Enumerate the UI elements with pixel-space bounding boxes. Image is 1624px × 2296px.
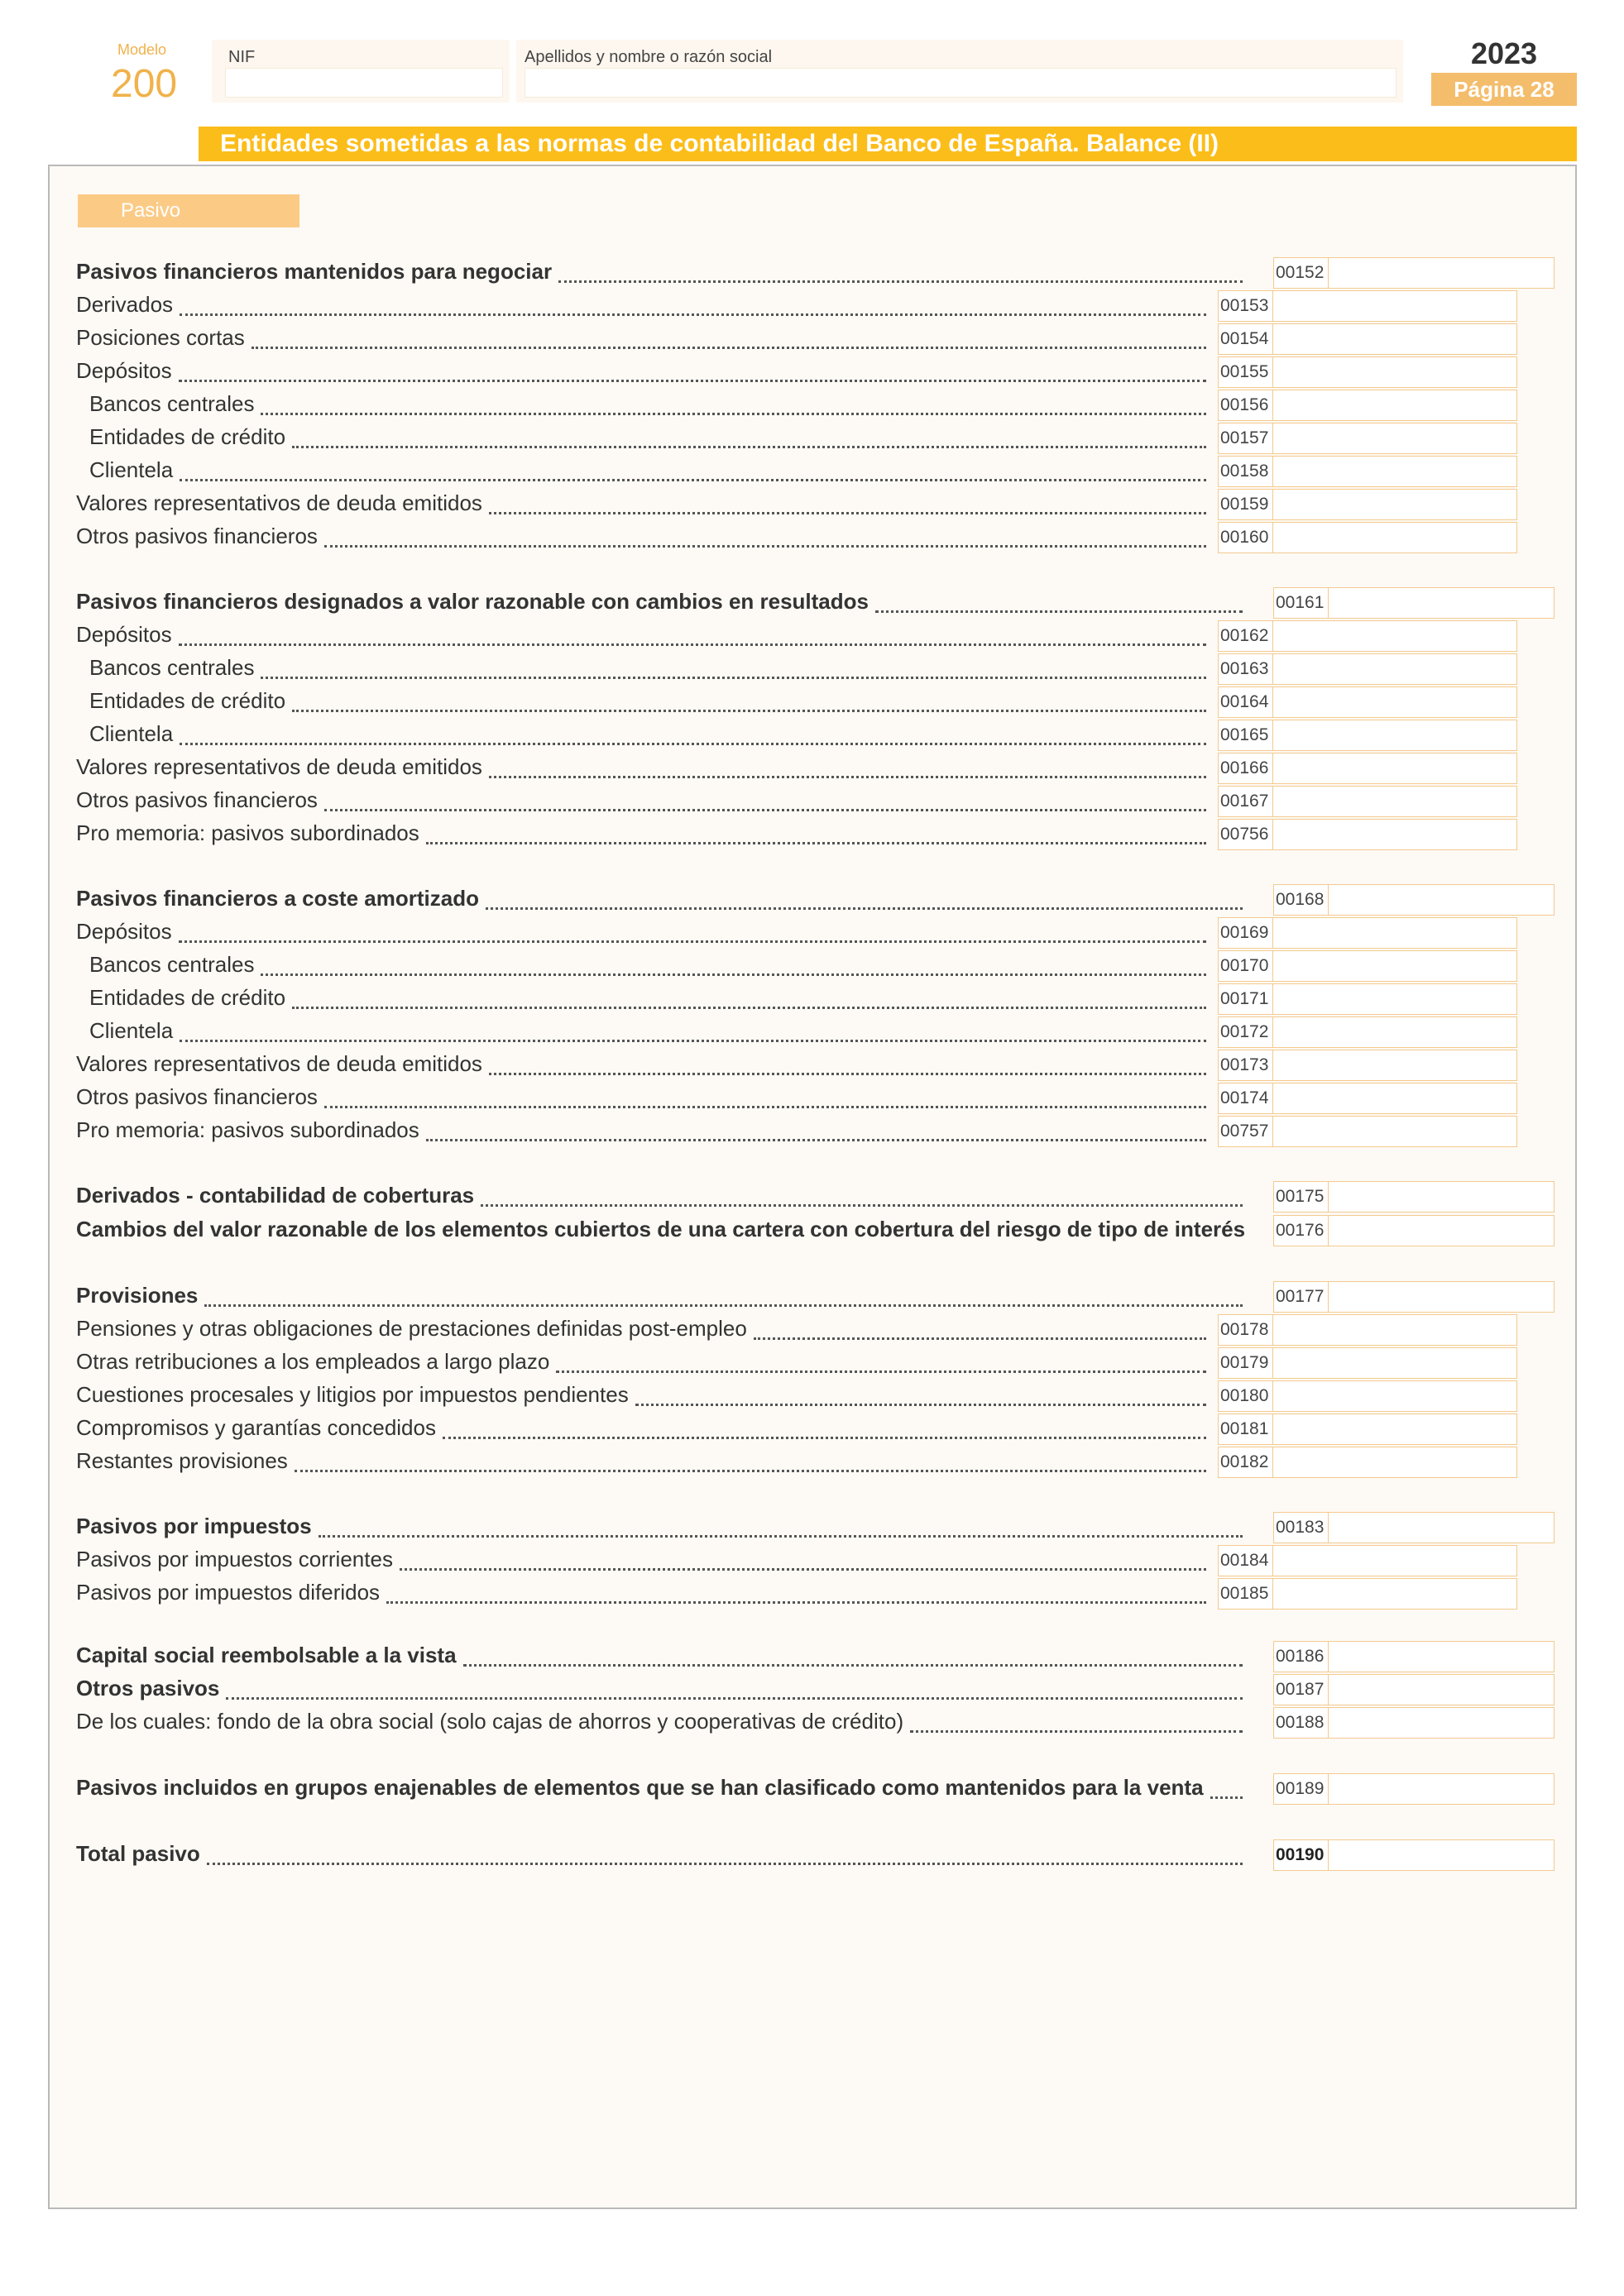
row-label-00165: Clientela	[89, 721, 174, 746]
field-code: 00158	[1219, 457, 1273, 486]
field-code: 00154	[1219, 324, 1273, 354]
amount-field-00158[interactable]	[1218, 456, 1517, 487]
dot-leader	[261, 675, 1206, 679]
field-value[interactable]	[1329, 1774, 1554, 1804]
dot-leader	[324, 543, 1206, 548]
row-label-00154: Posiciones cortas	[76, 325, 245, 350]
field-code: 00170	[1219, 951, 1273, 981]
field-code: 00756	[1219, 820, 1273, 849]
field-code: 00177	[1274, 1282, 1329, 1312]
row-label-00183: Pasivos por impuestos	[76, 1514, 312, 1538]
row-label-00159: Valores representativos de deuda emitidos	[76, 490, 482, 515]
row-label-00169: Depósitos	[76, 919, 172, 944]
amount-field-00163[interactable]	[1218, 653, 1517, 685]
amount-field-00160[interactable]	[1218, 522, 1517, 553]
row-label-00180: Cuestiones procesales y litigios por impuestos pendientes	[76, 1382, 629, 1407]
field-value[interactable]	[1329, 1513, 1554, 1543]
amount-field-00169[interactable]	[1218, 917, 1517, 949]
amount-field-00156[interactable]	[1218, 390, 1517, 421]
field-code: 00187	[1274, 1675, 1329, 1705]
dot-leader	[319, 1533, 1243, 1538]
dot-leader	[386, 1600, 1206, 1604]
amount-field-00756[interactable]	[1218, 819, 1517, 850]
pasivo-tab: Pasivo	[78, 194, 299, 227]
field-value[interactable]	[1273, 918, 1516, 948]
amount-field-00172[interactable]	[1218, 1016, 1517, 1048]
field-value[interactable]	[1273, 621, 1516, 651]
dot-leader	[489, 510, 1206, 514]
field-code: 00186	[1274, 1642, 1329, 1672]
amount-field-00166[interactable]	[1218, 753, 1517, 784]
row-label-00177: Provisiones	[76, 1283, 199, 1308]
amount-field-00187[interactable]	[1273, 1674, 1555, 1705]
row-label-00163: Bancos centrales	[89, 655, 255, 680]
dot-leader	[204, 1303, 1243, 1307]
field-value[interactable]	[1273, 787, 1516, 816]
dot-leader	[180, 741, 1206, 745]
row-label-00161: Pasivos financieros designados a valor razonable con cambios en resultados	[76, 589, 869, 614]
amount-field-00174[interactable]	[1218, 1083, 1517, 1114]
row-label-00176: Cambios del valor razonable de los elementos cubiertos de una cartera con cobertura del riesgo de tipo de interés	[76, 1217, 1246, 1241]
amount-field-00181[interactable]	[1218, 1413, 1517, 1445]
amount-field-00168[interactable]	[1273, 884, 1555, 916]
amount-field-00175[interactable]	[1273, 1181, 1555, 1213]
field-code: 00189	[1274, 1774, 1329, 1804]
amount-field-00152[interactable]	[1273, 257, 1555, 289]
field-code: 00165	[1219, 720, 1273, 750]
field-value[interactable]	[1273, 720, 1516, 750]
row-label-00152: Pasivos financieros mantenidos para negociar	[76, 259, 553, 284]
dot-leader	[426, 1137, 1206, 1141]
field-value[interactable]	[1273, 687, 1516, 717]
amount-field-00183[interactable]	[1273, 1512, 1555, 1543]
amount-field-00155[interactable]	[1218, 356, 1517, 388]
row-label-00172: Clientela	[89, 1018, 174, 1043]
field-code: 00164	[1219, 687, 1273, 717]
row-label-00162: Depósitos	[76, 622, 172, 647]
dot-leader	[324, 1104, 1206, 1108]
field-value[interactable]	[1273, 1381, 1516, 1411]
row-label-00188: De los cuales: fondo de la obra social (solo cajas de ahorros y cooperativas de crédito)	[76, 1709, 904, 1734]
row-label-00167: Otros pasivos financieros	[76, 787, 318, 812]
dot-leader	[292, 708, 1206, 712]
field-code: 00160	[1219, 523, 1273, 552]
nif-input[interactable]	[225, 68, 503, 98]
row-label-00174: Otros pasivos financieros	[76, 1084, 318, 1109]
dot-leader	[443, 1435, 1206, 1439]
amount-field-00161[interactable]	[1273, 587, 1555, 619]
field-value[interactable]	[1273, 984, 1516, 1014]
amount-field-00171[interactable]	[1218, 983, 1517, 1015]
dot-leader	[463, 1662, 1243, 1667]
field-value[interactable]	[1329, 1675, 1554, 1705]
dot-leader	[179, 642, 1206, 646]
amount-field-00757[interactable]	[1218, 1116, 1517, 1147]
field-value[interactable]	[1273, 1083, 1516, 1113]
modelo-number: 200	[111, 62, 178, 106]
field-value[interactable]	[1273, 1017, 1516, 1047]
dot-leader	[180, 477, 1206, 481]
row-label-00156: Bancos centrales	[89, 391, 255, 416]
page-number: Página 28	[1431, 73, 1577, 106]
dot-leader	[910, 1729, 1243, 1733]
field-code: 00162	[1219, 621, 1273, 651]
amount-field-00173[interactable]	[1218, 1050, 1517, 1081]
field-code: 00159	[1219, 490, 1273, 519]
amount-field-00159[interactable]	[1218, 489, 1517, 520]
field-code: 00152	[1274, 258, 1329, 288]
field-code: 00757	[1219, 1117, 1273, 1146]
amount-field-00157[interactable]	[1218, 423, 1517, 454]
row-label-00757: Pro memoria: pasivos subordinados	[76, 1117, 419, 1142]
row-label-00178: Pensiones y otras obligaciones de prestaciones definidas post-empleo	[76, 1316, 747, 1341]
dot-leader	[754, 1336, 1206, 1340]
field-code: 00190	[1274, 1840, 1329, 1870]
name-label: Apellidos y nombre o razón social	[525, 48, 773, 66]
row-label-00153: Derivados	[76, 292, 174, 317]
dot-leader	[1210, 1795, 1243, 1799]
dot-leader	[558, 279, 1243, 283]
dot-leader	[426, 840, 1206, 844]
amount-field-00164[interactable]	[1218, 686, 1517, 718]
amount-field-00189[interactable]	[1273, 1773, 1555, 1805]
amount-field-00186[interactable]	[1273, 1641, 1555, 1672]
field-code: 00163	[1219, 654, 1273, 684]
field-code: 00182	[1219, 1447, 1273, 1477]
dot-leader	[295, 1468, 1206, 1472]
row-label-00170: Bancos centrales	[89, 952, 255, 977]
field-value[interactable]	[1273, 753, 1516, 783]
field-code: 00174	[1219, 1083, 1273, 1113]
field-value[interactable]	[1329, 258, 1554, 288]
field-code: 00168	[1274, 885, 1329, 915]
amount-field-00179[interactable]	[1218, 1347, 1517, 1379]
amount-field-00153[interactable]	[1218, 290, 1517, 322]
row-label-00168: Pasivos financieros a coste amortizado	[76, 886, 479, 911]
field-code: 00180	[1219, 1381, 1273, 1411]
field-code: 00153	[1219, 291, 1273, 321]
field-value[interactable]	[1273, 951, 1516, 981]
year: 2023	[1470, 36, 1538, 70]
field-value[interactable]	[1329, 885, 1554, 915]
amount-field-00154[interactable]	[1218, 323, 1517, 355]
dot-leader	[875, 609, 1243, 613]
field-value[interactable]	[1273, 1050, 1516, 1080]
field-code: 00172	[1219, 1017, 1273, 1047]
modelo-label: Modelo	[117, 41, 167, 58]
row-label-00160: Otros pasivos financieros	[76, 524, 318, 548]
dot-leader	[556, 1369, 1206, 1373]
field-value[interactable]	[1273, 1579, 1516, 1609]
field-value[interactable]	[1329, 1642, 1554, 1672]
amount-field-00178[interactable]	[1218, 1314, 1517, 1346]
field-code: 00167	[1219, 787, 1273, 816]
field-value[interactable]	[1273, 1315, 1516, 1345]
dot-leader	[261, 972, 1206, 976]
field-value[interactable]	[1329, 1282, 1554, 1312]
dot-leader	[180, 1038, 1206, 1042]
amount-field-00177[interactable]	[1273, 1281, 1555, 1313]
field-value[interactable]	[1273, 357, 1516, 387]
field-value[interactable]	[1329, 1840, 1554, 1870]
row-label-00155: Depósitos	[76, 358, 172, 383]
dot-leader	[252, 345, 1206, 349]
field-code: 00169	[1219, 918, 1273, 948]
field-code: 00185	[1219, 1579, 1273, 1609]
dot-leader	[226, 1696, 1243, 1700]
field-code: 00188	[1274, 1708, 1329, 1738]
field-value[interactable]	[1273, 1348, 1516, 1378]
field-code: 00183	[1274, 1513, 1329, 1543]
row-label-00187: Otros pasivos	[76, 1676, 220, 1700]
dot-leader	[261, 411, 1206, 415]
field-value[interactable]	[1273, 423, 1516, 453]
section-banner: Entidades sometidas a las normas de contabilidad del Banco de España. Balance (II)	[199, 127, 1577, 161]
dot-leader	[481, 1203, 1243, 1207]
row-label-00756: Pro memoria: pasivos subordinados	[76, 820, 419, 845]
field-value[interactable]	[1329, 1708, 1554, 1738]
field-value[interactable]	[1273, 654, 1516, 684]
name-input[interactable]	[525, 68, 1396, 98]
amount-field-00184[interactable]	[1218, 1545, 1517, 1576]
row-label-00175: Derivados - contabilidad de coberturas	[76, 1183, 475, 1208]
field-code: 00178	[1219, 1315, 1273, 1345]
amount-field-00176[interactable]	[1273, 1215, 1555, 1246]
field-value[interactable]	[1329, 1182, 1554, 1212]
row-label-00157: Entidades de crédito	[89, 424, 286, 449]
amount-field-00188[interactable]	[1273, 1707, 1555, 1739]
field-value[interactable]	[1273, 820, 1516, 849]
field-value[interactable]	[1273, 291, 1516, 321]
row-label-00158: Clientela	[89, 457, 174, 482]
field-code: 00181	[1219, 1414, 1273, 1444]
field-code: 00184	[1219, 1546, 1273, 1576]
row-label-00190: Total pasivo	[76, 1841, 200, 1866]
nif-label: NIF	[228, 48, 256, 66]
dot-leader	[489, 774, 1206, 778]
dot-leader	[179, 939, 1206, 943]
amount-field-00190[interactable]	[1273, 1839, 1555, 1871]
field-value[interactable]	[1273, 457, 1516, 486]
row-label-00184: Pasivos por impuestos corrientes	[76, 1547, 393, 1571]
row-label-00164: Entidades de crédito	[89, 688, 286, 713]
row-label-00173: Valores representativos de deuda emitidos	[76, 1051, 482, 1076]
field-code: 00171	[1219, 984, 1273, 1014]
row-label-00189: Pasivos incluidos en grupos enajenables de elementos que se han clasificado como mantenidos para la venta	[76, 1775, 1204, 1800]
row-label-00166: Valores representativos de deuda emitidos	[76, 754, 482, 779]
dot-leader	[292, 1005, 1206, 1009]
field-value[interactable]	[1273, 523, 1516, 552]
field-value[interactable]	[1273, 390, 1516, 420]
field-code: 00179	[1219, 1348, 1273, 1378]
field-code: 00166	[1219, 753, 1273, 783]
row-label-00182: Restantes provisiones	[76, 1448, 288, 1473]
amount-field-00162[interactable]	[1218, 620, 1517, 652]
dot-leader	[179, 378, 1206, 382]
field-code: 00156	[1219, 390, 1273, 420]
amount-field-00180[interactable]	[1218, 1380, 1517, 1412]
dot-leader	[207, 1861, 1243, 1865]
dot-leader	[486, 906, 1243, 910]
field-code: 00173	[1219, 1050, 1273, 1080]
field-value[interactable]	[1273, 1546, 1516, 1576]
dot-leader	[635, 1402, 1206, 1406]
dot-leader	[400, 1567, 1206, 1571]
amount-field-00185[interactable]	[1218, 1578, 1517, 1610]
amount-field-00170[interactable]	[1218, 950, 1517, 982]
row-label-00171: Entidades de crédito	[89, 985, 286, 1010]
field-value[interactable]	[1273, 1414, 1516, 1444]
field-value[interactable]	[1273, 490, 1516, 519]
dot-leader	[489, 1071, 1206, 1075]
field-code: 00175	[1274, 1182, 1329, 1212]
field-code: 00155	[1219, 357, 1273, 387]
field-value[interactable]	[1273, 1447, 1516, 1477]
field-value[interactable]	[1273, 324, 1516, 354]
amount-field-00167[interactable]	[1218, 786, 1517, 817]
dot-leader	[324, 807, 1206, 811]
amount-field-00165[interactable]	[1218, 720, 1517, 751]
dot-leader	[180, 312, 1206, 316]
field-value[interactable]	[1329, 588, 1554, 618]
field-value[interactable]	[1273, 1117, 1516, 1146]
row-label-00185: Pasivos por impuestos diferidos	[76, 1580, 381, 1605]
row-label-00186: Capital social reembolsable a la vista	[76, 1643, 457, 1667]
field-code: 00176	[1274, 1216, 1329, 1246]
dot-leader	[292, 444, 1206, 448]
row-label-00179: Otras retribuciones a los empleados a largo plazo	[76, 1349, 550, 1374]
field-code: 00161	[1274, 588, 1329, 618]
row-label-00181: Compromisos y garantías concedidos	[76, 1415, 436, 1440]
field-value[interactable]	[1329, 1216, 1554, 1246]
field-code: 00157	[1219, 423, 1273, 453]
amount-field-00182[interactable]	[1218, 1447, 1517, 1478]
